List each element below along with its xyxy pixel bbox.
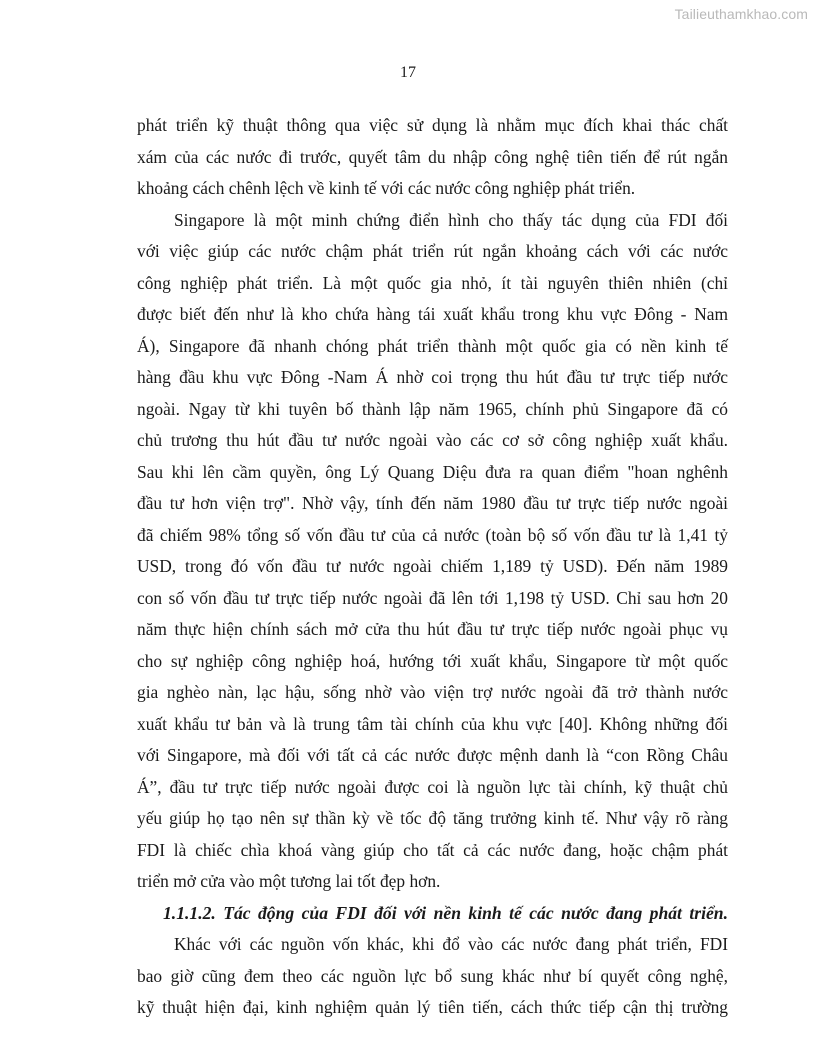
text-line: gia nghèo nàn, lạc hậu, sống nhờ vào viện trợ nước ngoài đã trở thành nước [137, 682, 728, 702]
text-line: với việc giúp các nước chậm phát triển rút ngắn khoảng cách với các nước [137, 241, 728, 261]
text-line: Sau khi lên cầm quyền, ông Lý Quang Diệu đưa ra quan điểm "hoan nghênh [137, 461, 728, 482]
text-line: con số vốn đầu tư trực tiếp nước ngoài đã lên tới 1,198 tỷ USD. Chỉ sau hơn 20 [137, 587, 728, 608]
paragraph-3 [137, 929, 728, 1024]
text-line: FDI là chiếc chìa khoá vàng giúp cho tất cả các nước đang, hoặc chậm phát [137, 839, 728, 860]
text-line: Singapore là một minh chứng điển hình cho thấy tác dụng của FDI đối [174, 209, 728, 230]
page-number: 17 [400, 64, 416, 81]
section-heading: 1.1.1.2. Tác động của FDI đối với nền kinh tế các nước đang phát triển. [163, 902, 728, 923]
text-line: ngoài. Ngay từ khi tuyên bố thành lập năm 1965, chính phủ Singapore đã có [137, 398, 728, 419]
text-line: cho sự nghiệp công nghiệp hoá, hướng tới xuất khẩu, Singapore từ một quốc [137, 650, 728, 671]
text-line: hàng đầu khu vực Đông -Nam Á nhờ coi trọng thu hút đầu tư trực tiếp nước [137, 367, 728, 387]
text-line: Á”, đầu tư trực tiếp nước ngoài được coi là nguồn lực tài chính, kỹ thuật chủ [137, 776, 728, 797]
text-line: yếu giúp họ tạo nên sự thần kỳ về tốc độ tăng trưởng kinh tế. Như vậy rõ ràng [137, 808, 728, 828]
text-line: Á), Singapore đã nhanh chóng phát triển thành một quốc gia có nền kinh tế [137, 335, 728, 356]
text-line: khoảng cách chênh lệch về kinh tế với các nước công nghiệp phát triển. [137, 178, 636, 198]
text-line: bao giờ cũng đem theo các nguồn lực bổ sung khác như bí quyết công nghệ, [137, 965, 728, 986]
text-line: kỹ thuật hiện đại, kinh nghiệm quản lý tiên tiến, cách thức tiếp cận thị trường [137, 997, 728, 1017]
text-line: năm thực hiện chính sách mở cửa thu hút đầu tư trực tiếp nước ngoài phục vụ [137, 619, 728, 639]
paragraph-2 [137, 205, 728, 898]
text-line: công nghiệp phát triển. Là một quốc gia nhỏ, ít tài nguyên thiên nhiên (chỉ [137, 272, 728, 293]
text-line: với Singapore, mà đối với tất cả các nước được mệnh danh là “con Rồng Châu [137, 745, 728, 765]
document-body [137, 110, 728, 1024]
text-line: đầu tư hơn viện trợ". Nhờ vậy, tính đến năm 1980 đầu tư trực tiếp nước ngoài [137, 493, 728, 513]
text-line: USD, trong đó vốn đầu tư nước ngoài chiếm 1,189 tỷ USD). Đến năm 1989 [137, 556, 728, 576]
watermark: Tailieuthamkhao.com [674, 6, 808, 22]
text-line: chủ trương thu hút đầu tư nước ngoài vào các cơ sở công nghiệp xuất khẩu. [137, 430, 728, 450]
text-line: Khác với các nguồn vốn khác, khi đổ vào các nước đang phát triển, FDI [174, 934, 728, 954]
text-line: đã chiếm 98% tổng số vốn đầu tư của cả nước (toàn bộ số vốn đầu tư là 1,41 tỷ [137, 524, 728, 545]
text-line: xám của các nước đi trước, quyết tâm du nhập công nghệ tiên tiến để rút ngắn [137, 146, 728, 167]
paragraph-1 [137, 110, 728, 205]
text-line: phát triển kỹ thuật thông qua việc sử dụng là nhằm mục đích khai thác chất [137, 115, 728, 135]
text-line: được biết đến như là kho chứa hàng tái xuất khẩu trong khu vực Đông - Nam [137, 304, 728, 324]
text-line: xuất khẩu tư bản và là trung tâm tài chính của khu vực [40]. Không những đối [137, 713, 728, 734]
text-line: triển mở cửa vào một tương lai tốt đẹp hơn. [137, 871, 441, 891]
